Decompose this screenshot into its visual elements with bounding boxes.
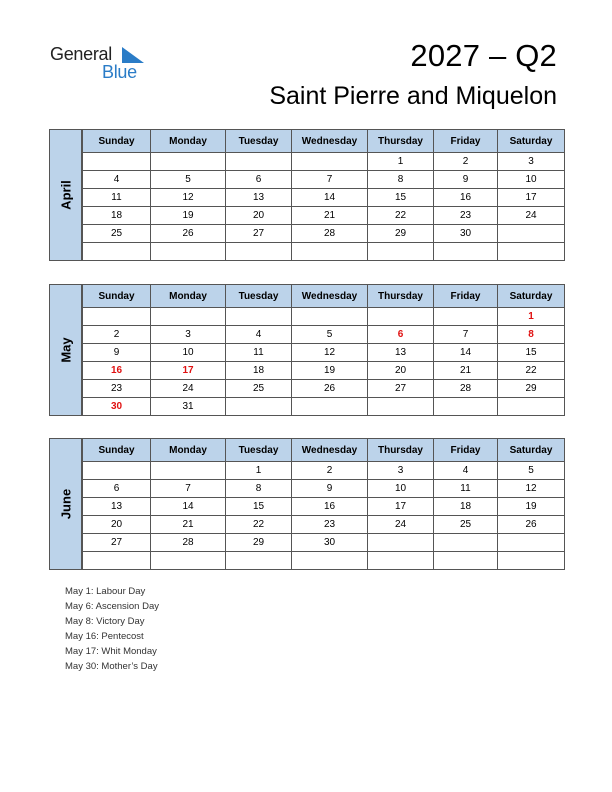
- day-cell: 10: [151, 344, 226, 362]
- day-cell: 14: [292, 189, 368, 207]
- day-cell: 13: [83, 498, 151, 516]
- holiday-item: May 17: Whit Monday: [65, 646, 157, 657]
- day-cell: 19: [292, 362, 368, 380]
- day-cell: 12: [292, 344, 368, 362]
- month-label: [49, 438, 82, 570]
- day-cell: 17: [368, 498, 434, 516]
- day-cell: 27: [83, 534, 151, 552]
- week-row: [83, 362, 565, 380]
- week-row: [83, 534, 565, 552]
- day-cell: [498, 552, 565, 570]
- weekday-header: Saturday: [498, 439, 565, 462]
- day-cell: [83, 243, 151, 261]
- day-cell: 9: [434, 171, 498, 189]
- day-cell: 1: [368, 153, 434, 171]
- day-cell: 3: [368, 462, 434, 480]
- day-cell: 10: [368, 480, 434, 498]
- day-cell: 17: [151, 362, 226, 380]
- day-cell: 3: [151, 326, 226, 344]
- weekday-header: Thursday: [368, 285, 434, 308]
- day-cell: [434, 398, 498, 416]
- week-row: [83, 243, 565, 261]
- day-cell: 5: [498, 462, 565, 480]
- page-subtitle: Saint Pierre and Miquelon: [269, 82, 557, 110]
- holiday-item: May 30: Mother’s Day: [65, 661, 158, 672]
- day-cell: [292, 153, 368, 171]
- day-cell: 27: [226, 225, 292, 243]
- day-cell: [151, 308, 226, 326]
- weekday-header: Monday: [151, 285, 226, 308]
- day-cell: [83, 462, 151, 480]
- week-row: [83, 462, 565, 480]
- day-cell: 14: [434, 344, 498, 362]
- day-cell: 1: [498, 308, 565, 326]
- day-cell: [368, 552, 434, 570]
- day-cell: 29: [226, 534, 292, 552]
- day-cell: [498, 225, 565, 243]
- day-cell: 9: [292, 480, 368, 498]
- day-cell: [226, 552, 292, 570]
- day-cell: 16: [434, 189, 498, 207]
- holiday-list: [65, 584, 159, 674]
- day-cell: 7: [151, 480, 226, 498]
- week-row: [83, 153, 565, 171]
- day-cell: 2: [292, 462, 368, 480]
- day-cell: [83, 552, 151, 570]
- day-cell: 15: [498, 344, 565, 362]
- weekday-header: Monday: [151, 439, 226, 462]
- day-cell: 22: [368, 207, 434, 225]
- day-cell: 2: [434, 153, 498, 171]
- day-cell: 4: [83, 171, 151, 189]
- day-cell: 21: [434, 362, 498, 380]
- day-cell: 21: [151, 516, 226, 534]
- day-cell: [226, 398, 292, 416]
- month-table: [82, 438, 565, 570]
- day-cell: 30: [292, 534, 368, 552]
- day-cell: 23: [292, 516, 368, 534]
- week-row: [83, 225, 565, 243]
- weekday-header: Friday: [434, 439, 498, 462]
- weekday-header: Monday: [151, 130, 226, 153]
- week-row: [83, 480, 565, 498]
- day-cell: 3: [498, 153, 565, 171]
- day-cell: 12: [151, 189, 226, 207]
- week-row: [83, 516, 565, 534]
- week-row: [83, 189, 565, 207]
- day-cell: 15: [226, 498, 292, 516]
- day-cell: [498, 398, 565, 416]
- day-cell: [151, 243, 226, 261]
- day-cell: [151, 462, 226, 480]
- day-cell: 6: [368, 326, 434, 344]
- day-cell: [226, 308, 292, 326]
- weekday-header: Sunday: [83, 285, 151, 308]
- weekday-header: Thursday: [368, 130, 434, 153]
- day-cell: 7: [434, 326, 498, 344]
- day-cell: 31: [151, 398, 226, 416]
- week-row: [83, 398, 565, 416]
- logo-triangle-icon: [122, 47, 144, 63]
- holiday-item: May 1: Labour Day: [65, 586, 146, 597]
- month-table: [82, 284, 565, 416]
- week-row: [83, 207, 565, 225]
- weekday-header: Saturday: [498, 285, 565, 308]
- holiday-item: May 6: Ascension Day: [65, 601, 159, 612]
- day-cell: 18: [434, 498, 498, 516]
- day-cell: [226, 153, 292, 171]
- holiday-item: May 8: Victory Day: [65, 616, 145, 627]
- week-row: [83, 308, 565, 326]
- holiday-item: May 16: Pentecost: [65, 631, 144, 642]
- day-cell: 2: [83, 326, 151, 344]
- month-name: June: [58, 488, 73, 520]
- weekday-header: Sunday: [83, 439, 151, 462]
- day-cell: [151, 552, 226, 570]
- day-cell: 13: [368, 344, 434, 362]
- day-cell: 26: [498, 516, 565, 534]
- day-cell: [292, 398, 368, 416]
- day-cell: [83, 308, 151, 326]
- day-cell: [292, 308, 368, 326]
- weekday-header: Tuesday: [226, 285, 292, 308]
- day-cell: 19: [151, 207, 226, 225]
- day-cell: [292, 243, 368, 261]
- weekday-header: Friday: [434, 130, 498, 153]
- day-cell: 25: [83, 225, 151, 243]
- day-cell: 19: [498, 498, 565, 516]
- day-cell: 24: [368, 516, 434, 534]
- month-name: May: [58, 337, 73, 363]
- day-cell: [226, 243, 292, 261]
- logo-general-text: General: [50, 44, 112, 64]
- day-cell: 23: [83, 380, 151, 398]
- day-cell: [434, 243, 498, 261]
- day-cell: 30: [434, 225, 498, 243]
- week-row: [83, 498, 565, 516]
- day-cell: 28: [151, 534, 226, 552]
- day-cell: 25: [226, 380, 292, 398]
- week-row: [83, 552, 565, 570]
- day-cell: [368, 243, 434, 261]
- day-cell: 11: [226, 344, 292, 362]
- day-cell: 5: [292, 326, 368, 344]
- weekday-header: Tuesday: [226, 130, 292, 153]
- month-label: [49, 129, 82, 261]
- day-cell: 20: [226, 207, 292, 225]
- logo-blue-text: Blue: [102, 62, 137, 82]
- day-cell: [368, 308, 434, 326]
- day-cell: 26: [292, 380, 368, 398]
- day-cell: 11: [434, 480, 498, 498]
- week-row: [83, 380, 565, 398]
- day-cell: 1: [226, 462, 292, 480]
- day-cell: 9: [83, 344, 151, 362]
- day-cell: [498, 534, 565, 552]
- month-label: [49, 284, 82, 416]
- day-cell: 15: [368, 189, 434, 207]
- day-cell: 4: [434, 462, 498, 480]
- day-cell: 17: [498, 189, 565, 207]
- day-cell: 22: [226, 516, 292, 534]
- day-cell: 13: [226, 189, 292, 207]
- day-cell: 23: [434, 207, 498, 225]
- day-cell: 6: [226, 171, 292, 189]
- weekday-header: Saturday: [498, 130, 565, 153]
- weekday-header: Wednesday: [292, 439, 368, 462]
- day-cell: 24: [151, 380, 226, 398]
- day-cell: 18: [226, 362, 292, 380]
- weekday-header: Sunday: [83, 130, 151, 153]
- day-cell: [368, 534, 434, 552]
- day-cell: [292, 552, 368, 570]
- day-cell: 5: [151, 171, 226, 189]
- day-cell: 7: [292, 171, 368, 189]
- day-cell: 20: [368, 362, 434, 380]
- day-cell: 22: [498, 362, 565, 380]
- week-row: [83, 326, 565, 344]
- month-name: April: [58, 180, 73, 210]
- weekday-header: Thursday: [368, 439, 434, 462]
- day-cell: [434, 534, 498, 552]
- day-cell: [368, 398, 434, 416]
- day-cell: 14: [151, 498, 226, 516]
- day-cell: 4: [226, 326, 292, 344]
- week-row: [83, 344, 565, 362]
- day-cell: 30: [83, 398, 151, 416]
- day-cell: 29: [498, 380, 565, 398]
- day-cell: 29: [368, 225, 434, 243]
- day-cell: 27: [368, 380, 434, 398]
- weekday-header: Tuesday: [226, 439, 292, 462]
- month-table: [82, 129, 565, 261]
- day-cell: 16: [83, 362, 151, 380]
- week-row: [83, 171, 565, 189]
- day-cell: 16: [292, 498, 368, 516]
- day-cell: 12: [498, 480, 565, 498]
- weekday-header: Friday: [434, 285, 498, 308]
- day-cell: [434, 308, 498, 326]
- day-cell: 28: [292, 225, 368, 243]
- day-cell: 28: [434, 380, 498, 398]
- weekday-header: Wednesday: [292, 130, 368, 153]
- page-title: 2027 – Q2: [410, 38, 557, 73]
- day-cell: [498, 243, 565, 261]
- day-cell: 8: [368, 171, 434, 189]
- day-cell: 8: [226, 480, 292, 498]
- generalblue-logo: [50, 44, 150, 84]
- day-cell: 11: [83, 189, 151, 207]
- day-cell: 24: [498, 207, 565, 225]
- day-cell: [434, 552, 498, 570]
- day-cell: [151, 153, 226, 171]
- weekday-header: Wednesday: [292, 285, 368, 308]
- day-cell: 10: [498, 171, 565, 189]
- day-cell: 6: [83, 480, 151, 498]
- day-cell: 25: [434, 516, 498, 534]
- day-cell: 26: [151, 225, 226, 243]
- day-cell: 18: [83, 207, 151, 225]
- day-cell: [83, 153, 151, 171]
- day-cell: 8: [498, 326, 565, 344]
- day-cell: 21: [292, 207, 368, 225]
- day-cell: 20: [83, 516, 151, 534]
